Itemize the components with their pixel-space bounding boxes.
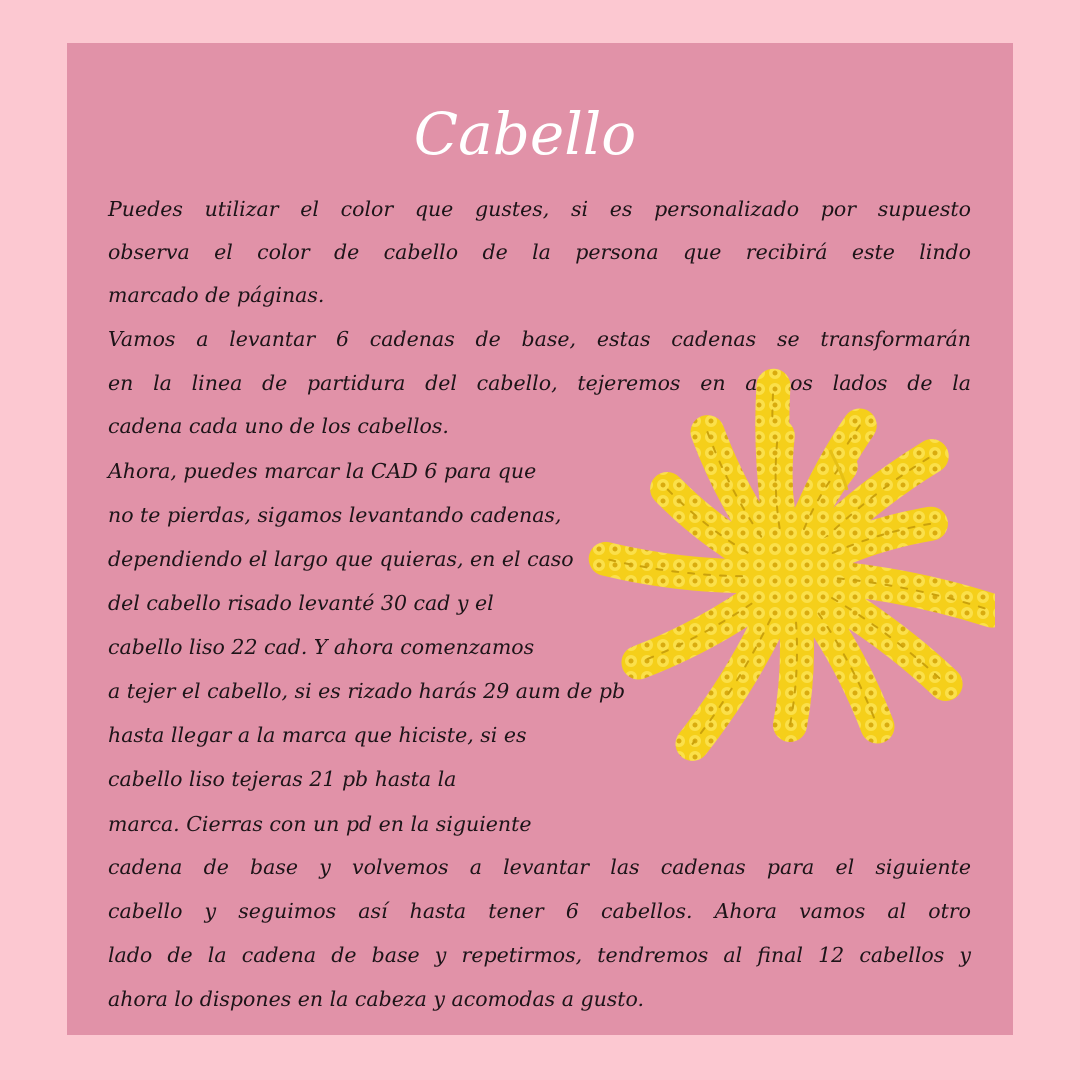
crochet-curly-hair-photo xyxy=(575,365,995,795)
text-line: no te pierdas, sigamos levantando cadenas, xyxy=(108,503,562,527)
text-line: marca. Cierras con un pd en la siguiente xyxy=(108,812,532,836)
text-line: cabello liso 22 cad. Y ahora comenzamos xyxy=(108,635,535,659)
text-line: del cabello risado levanté 30 cad y el xyxy=(108,591,494,615)
text-line: dependiendo el largo que quieras, en el caso xyxy=(108,547,574,571)
text-line: a tejer el cabello, si es rizado harás 29 aum de pb xyxy=(108,679,626,703)
text-line: marcado de páginas. xyxy=(108,283,325,307)
page-title: Cabello xyxy=(413,100,637,168)
text-line: cabello liso tejeras 21 pb hasta la xyxy=(108,767,457,791)
text-line: observa el color de cabello de la persona que recibirá este lindo xyxy=(108,240,971,264)
text-line: Vamos a levantar 6 cadenas de base, estas cadenas se transformarán xyxy=(108,327,971,351)
text-line: en la linea de partidura del cabello, tejeremos en ambos lados de la xyxy=(108,371,971,395)
text-line: lado de la cadena de base y repetirmos, tendremos al final 12 cabellos y xyxy=(108,943,971,967)
text-line: cabello y seguimos así hasta tener 6 cabellos. Ahora vamos al otro xyxy=(108,899,971,923)
text-line: Ahora, puedes marcar la CAD 6 para que xyxy=(108,459,537,483)
text-line: hasta llegar a la marca que hiciste, si es xyxy=(108,723,527,747)
text-line: cadena de base y volvemos a levantar las cadenas para el siguiente xyxy=(108,855,971,879)
text-line: cadena cada uno de los cabellos. xyxy=(108,414,449,438)
text-line: ahora lo dispones en la cabeza y acomodas a gusto. xyxy=(108,987,645,1011)
text-line: Puedes utilizar el color que gustes, si es personalizado por supuesto xyxy=(108,197,971,221)
